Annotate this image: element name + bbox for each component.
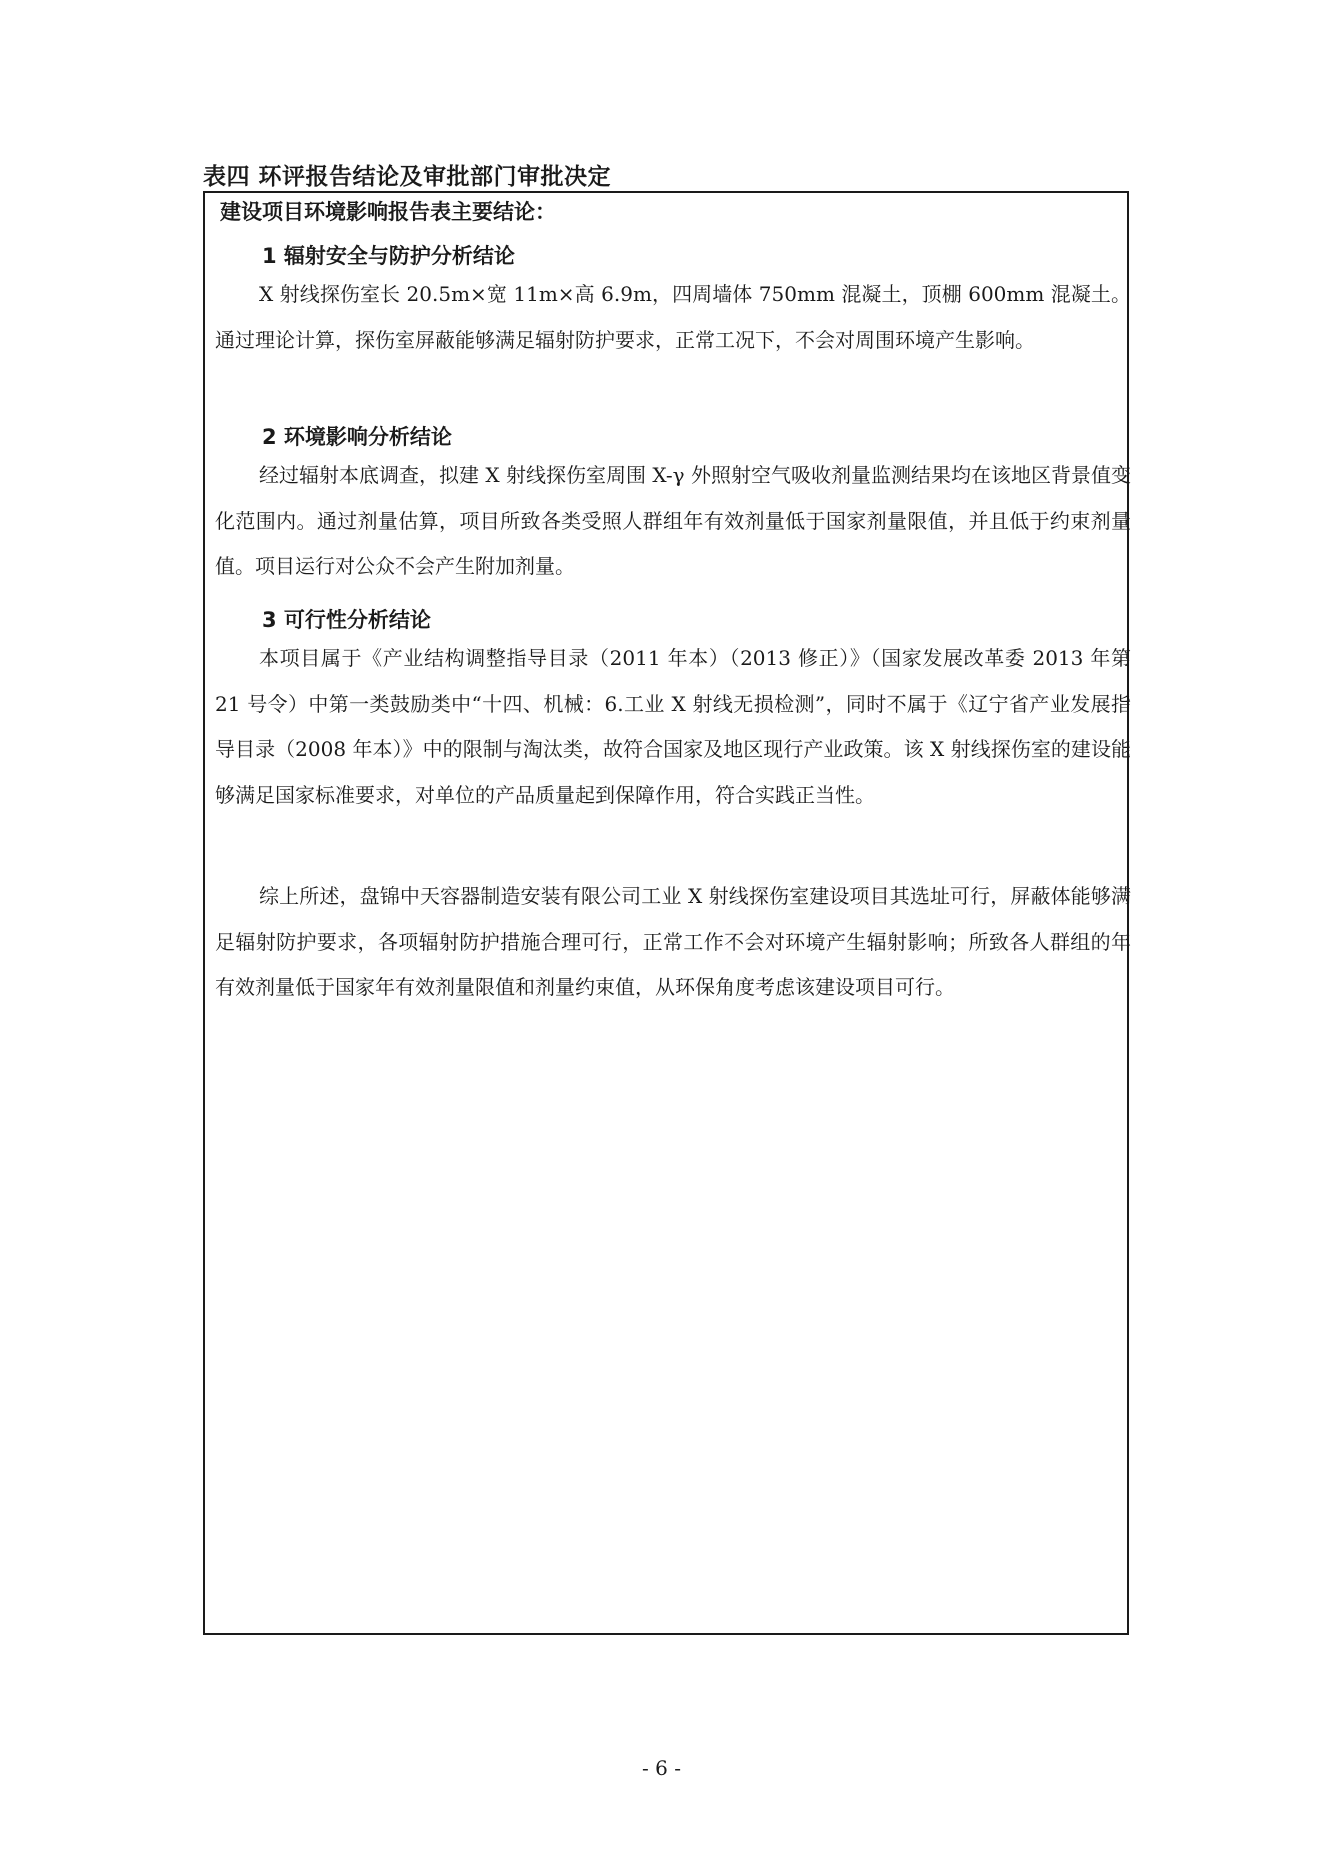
paragraph-summary: 综上所述，盘锦中天容器制造安装有限公司工业 X 射线探伤室建设项目其选址可行，屏蔽体能够满足辐射防护要求，各项辐射防护措施合理可行，正常工作不会对环境产生辐射影响；所致各人群组的年有效剂量低于国家年有效剂量限值和剂量约束值，从环保角度考虑该建设项目可行。 [215, 884, 1131, 999]
paragraph-environmental-impact: 经过辐射本底调查，拟建 X 射线探伤室周围 X-γ 外照射空气吸收剂量监测结果均在该地区背景值变化范围内。通过剂量估算，项目所致各类受照人群组年有效剂量低于国家剂量限值，并且低于约束剂量值。项目运行对公众不会产生附加剂量。 [215, 463, 1131, 578]
table-title: 表四 环评报告结论及审批部门审批决定 [203, 164, 612, 190]
conclusions-box [203, 191, 1129, 1635]
section-heading-environmental-impact: 2 环境影响分析结论 [262, 425, 452, 449]
page-number: - 6 - [642, 1756, 681, 1780]
paragraph-feasibility: 本项目属于《产业结构调整指导目录（2011 年本）（2013 修正）》（国家发展改革委 2013 年第 21 号令）中第一类鼓励类中“十四、机械：6.工业 X 射线无损检测”，同时不属于《辽宁省产业发展指导目录（2008 年本）》中的限制与淘汰类，故符合国家及地区现行产业政策。该 X 射线探伤室的建设能够满足国家标准要求，对单位的产品质量起到保障作用，符合实践正当性。 [215, 646, 1131, 807]
box-heading: 建设项目环境影响报告表主要结论： [220, 200, 556, 224]
paragraph-radiation-safety: X 射线探伤室长 20.5m×宽 11m×高 6.9m，四周墙体 750mm 混凝土，顶棚 600mm 混凝土。通过理论计算，探伤室屏蔽能够满足辐射防护要求，正常工况下，不会对周围环境产生影响。 [215, 282, 1131, 352]
section-heading-radiation-safety: 1 辐射安全与防护分析结论 [262, 244, 515, 268]
section-heading-feasibility: 3 可行性分析结论 [262, 608, 431, 632]
